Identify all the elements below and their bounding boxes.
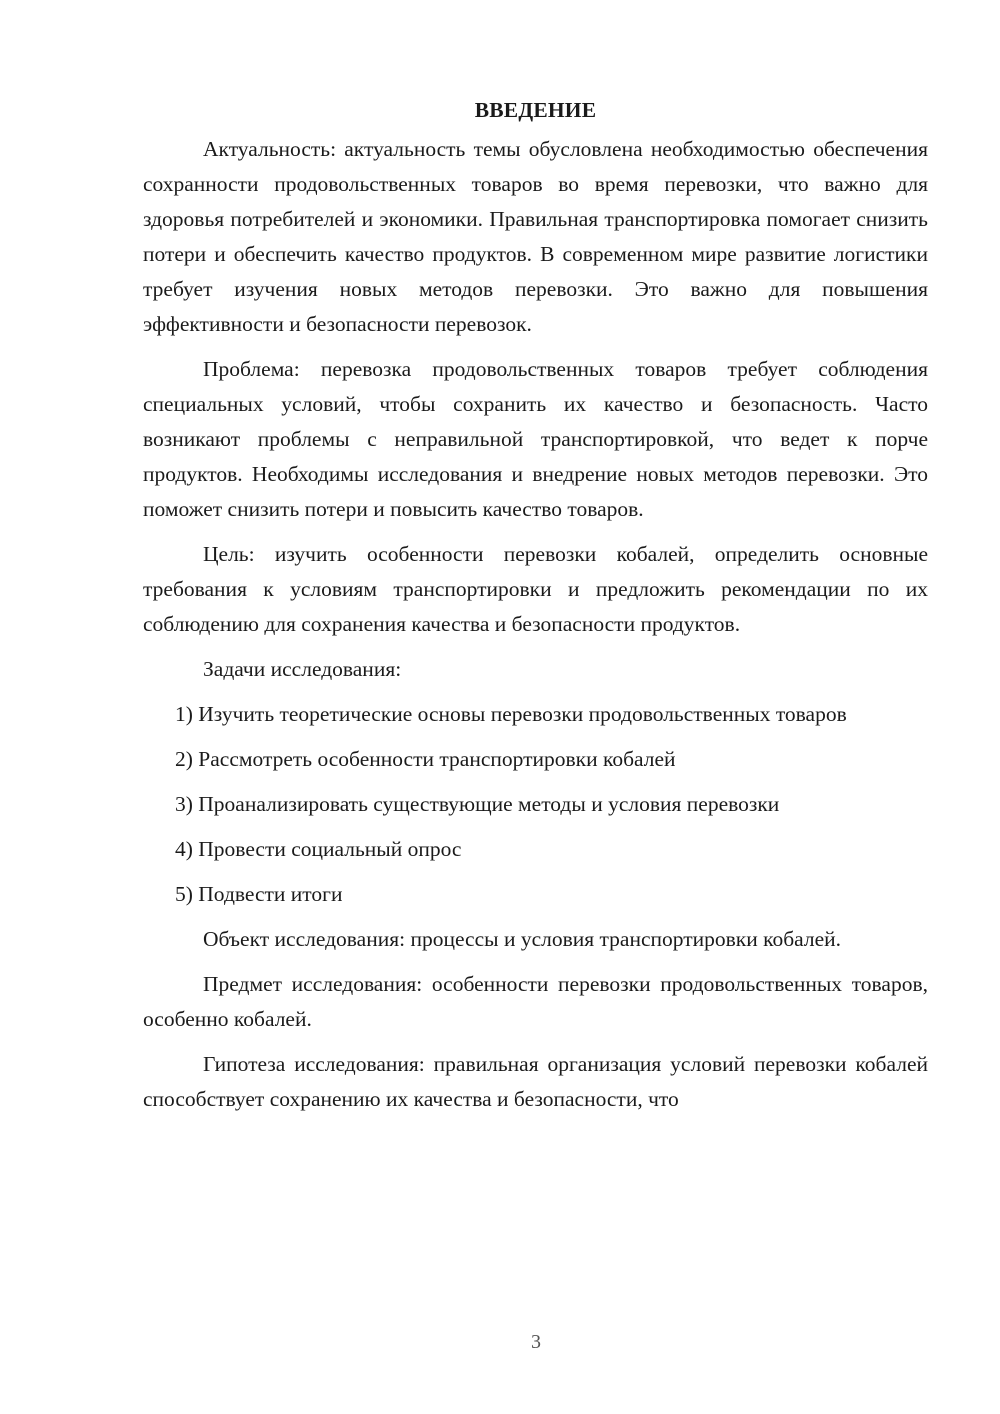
paragraph-object: Объект исследования: процессы и условия транспортировки кобалей. <box>203 927 842 951</box>
paragraph-hypothesis: Гипотеза исследования: правильная организация условий перевозки кобалей способствует сохранению их качества и безопасности, что <box>143 1052 928 1111</box>
section-title: ВВЕДЕНИЕ <box>474 98 597 122</box>
task-item-1: 1) Изучить теоретические основы перевозки продовольственных товаров <box>175 702 847 726</box>
task-item-2: 2) Рассмотреть особенности транспортировки кобалей <box>175 747 676 771</box>
paragraph-tasks-heading: Задачи исследования: <box>203 657 402 681</box>
paragraph-relevance: Актуальность: актуальность темы обусловлена необходимостью обеспечения сохранности продовольственных товаров во время перевозки, что важно для здоровья потребителей и экономики. Правильная транспортировка помогает снизить потери и обеспечить качество продуктов. В современном мире развитие логистики требует изучения новых методов перевозки. Это важно для повышения эффективности и безопасности перевозок. <box>143 137 928 336</box>
task-item-5: 5) Подвести итоги <box>175 882 343 906</box>
document-page <box>143 92 928 1127</box>
task-item-3: 3) Проанализировать существующие методы и условия перевозки <box>175 792 780 816</box>
page-number: 3 <box>531 1331 541 1353</box>
paragraph-problem: Проблема: перевозка продовольственных товаров требует соблюдения специальных условий, чтобы сохранить их качество и безопасность. Часто возникают проблемы с неправильной транспортировкой, что ведет к порче продуктов. Необходимы исследования и внедрение новых методов перевозки. Это поможет снизить потери и повысить качество товаров. <box>143 357 928 521</box>
task-item-4: 4) Провести социальный опрос <box>175 837 462 861</box>
paragraph-subject: Предмет исследования: особенности перевозки продовольственных товаров, особенно кобалей. <box>143 972 928 1031</box>
paragraph-goal: Цель: изучить особенности перевозки кобалей, определить основные требования к условиям транспортировки и предложить рекомендации по их соблюдению для сохранения качества и безопасности продуктов. <box>143 542 928 636</box>
